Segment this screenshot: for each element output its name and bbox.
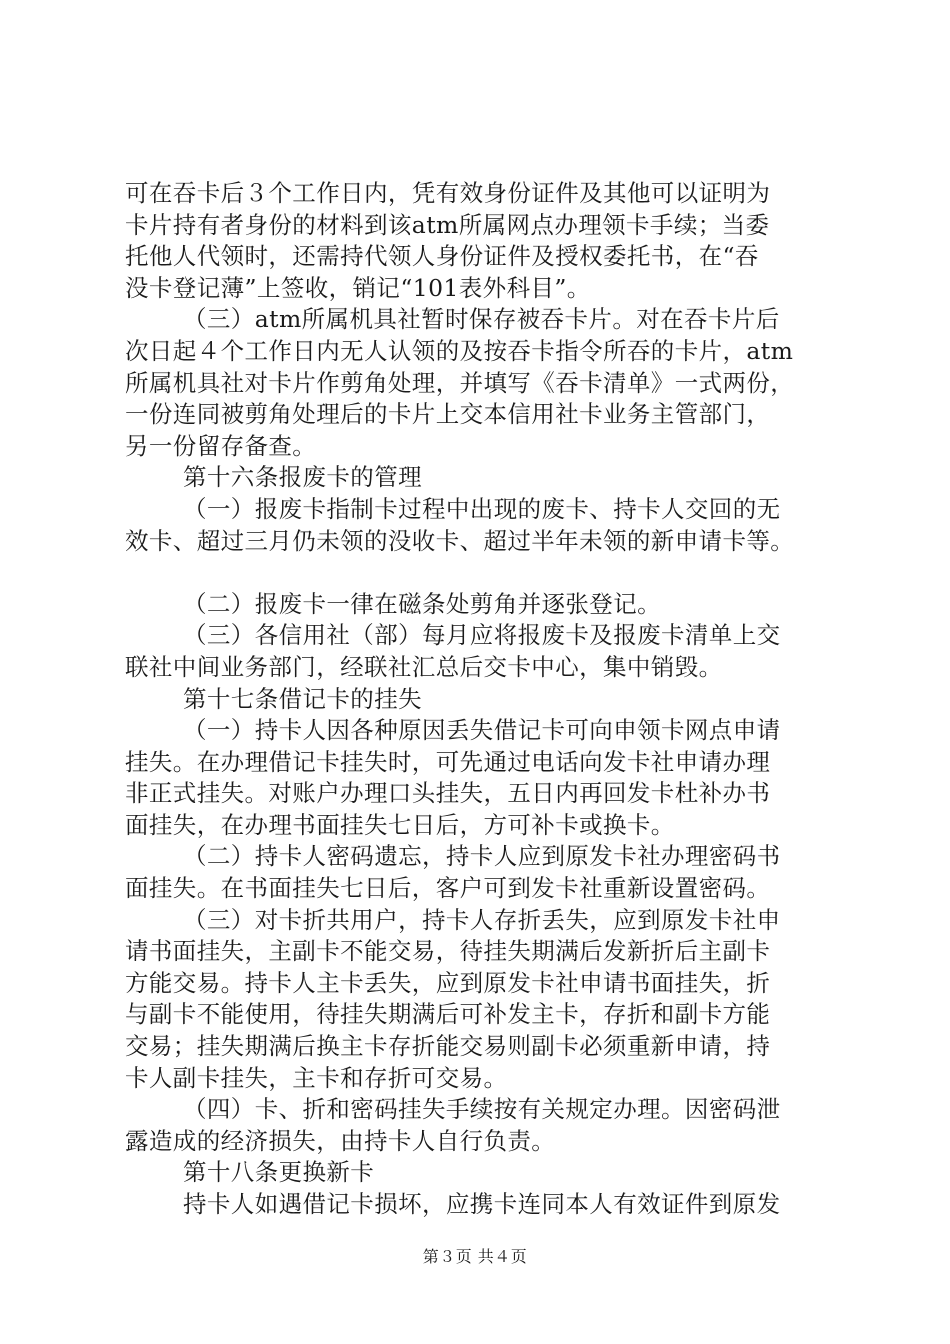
text-line: 一份连同被剪角处理后的卡片上交本信用社卡业务主管部门， [125, 400, 771, 429]
paragraph-start: （二）报废卡一律在磁条处剪角并逐张登记。 [183, 589, 661, 618]
text-line: 卡人副卡挂失，主卡和存折可交易。 [125, 1063, 508, 1092]
article-heading: 第十八条更换新卡 [183, 1158, 375, 1187]
paragraph-start: 持卡人如遇借记卡损坏，应携卡连同本人有效证件到原发 [183, 1190, 781, 1218]
text-line: 与副卡不能使用，待挂失期满后可补发主卡，存折和副卡方能 [125, 1000, 771, 1029]
paragraph-start: （一）持卡人因各种原因丢失借记卡可向申领卡网点申请 [183, 716, 781, 745]
paragraph-start: （三）atm所属机具社暂时保存被吞卡片。对在吞卡片后 [183, 305, 780, 334]
text-line: 托他人代领时，还需持代领人身份证件及授权委托书，在“吞 [125, 242, 759, 271]
article-heading: 第十七条借记卡的挂失 [183, 684, 422, 713]
text-line: 卡片持有者身份的材料到该atm所属网点办理领卡手续；当委 [125, 210, 770, 239]
text-line: 露造成的经济损失，由持卡人自行负责。 [125, 1126, 556, 1155]
text-line: 所属机具社对卡片作剪角处理，并填写《吞卡清单》一式两份， [125, 368, 795, 397]
paragraph-start: （三）对卡折共用户，持卡人存折丢失，应到原发卡社申 [183, 905, 781, 934]
paragraph-start: （四）卡、折和密码挂失手续按有关规定办理。因密码泄 [183, 1095, 781, 1124]
text-line: 请书面挂失，主副卡不能交易，待挂失期满后发新折后主副卡 [125, 937, 771, 966]
paragraph-start: （三）各信用社（部）每月应将报废卡及报废卡清单上交 [183, 621, 781, 650]
text-line: 效卡、超过三月仍未领的没收卡、超过半年未领的新申请卡等。 [125, 526, 795, 555]
page-footer: 第３页 共４页 [422, 1247, 528, 1266]
text-line: 面挂失。在书面挂失七日后，客户可到发卡社重新设置密码。 [125, 874, 771, 903]
text-line: 方能交易。持卡人主卡丢失，应到原发卡社申请书面挂失，折 [125, 968, 771, 997]
paragraph-start: （二）持卡人密码遗忘，持卡人应到原发卡社办理密码书 [183, 842, 781, 871]
text-line: 非正式挂失。对账户办理口头挂失，五日内再回发卡杜补办书 [125, 779, 771, 808]
text-line: 次日起４个工作日内无人认领的及按吞卡指令所吞的卡片，atm [125, 336, 794, 365]
text-line: 联社中间业务部门，经联社汇总后交卡中心，集中销毁。 [125, 652, 723, 681]
blank-line [125, 557, 845, 589]
text-line: 面挂失，在办理书面挂失七日后，方可补卡或换卡。 [125, 810, 675, 839]
article-heading: 第十六条报废卡的管理 [183, 463, 422, 492]
text-line: 挂失。在办理借记卡挂失时，可先通过电话向发卡社申请办理 [125, 747, 771, 776]
document-body [125, 178, 845, 1221]
text-line: 交易；挂失期满后换主卡存折能交易则副卡必须重新申请，持 [125, 1032, 771, 1061]
text-line: 没卡登记薄”上签收，销记“101表外科目”。 [125, 273, 591, 302]
paragraph-start: （一）报废卡指制卡过程中出现的废卡、持卡人交回的无 [183, 494, 781, 523]
text-line: 可在吞卡后３个工作日内，凭有效身份证件及其他可以证明为 [125, 179, 771, 207]
text-line: 另一份留存备查。 [125, 431, 317, 460]
